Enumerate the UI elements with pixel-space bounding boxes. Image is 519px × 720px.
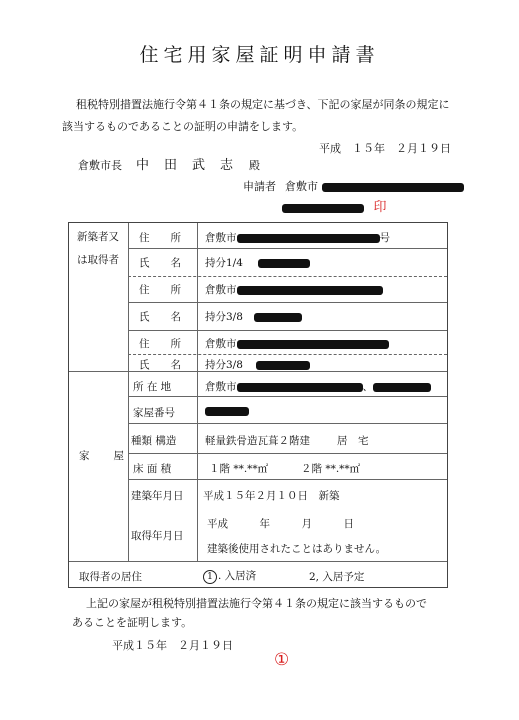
person-1-name (205, 255, 310, 270)
address-label-2: 住 所 (139, 284, 181, 296)
applicant-address-prefix: 倉敷市 (285, 180, 318, 193)
house-label: 家 屋 (79, 450, 125, 462)
floor-2-area: ２階 **.**㎡ (301, 463, 361, 475)
addressee-name: 中 田 武 志 (136, 158, 235, 173)
name-label-3: 氏 名 (139, 359, 181, 371)
house-number-label: 家屋番号 (133, 407, 175, 419)
redacted-address (237, 234, 380, 243)
house-number-value (205, 405, 249, 417)
built-date-label: 建築年月日 (131, 490, 184, 502)
application-table (68, 222, 448, 588)
person-2-share: 持分3/8 (205, 311, 243, 323)
acquired-date-label: 取得年月日 (131, 530, 184, 542)
seal-mark: 印 (373, 200, 387, 215)
acquirer-label-line-2: は取得者 (77, 254, 119, 266)
redacted-address (322, 183, 464, 192)
applicant-name-row (282, 196, 387, 215)
person-2-address: 倉敷市 (205, 282, 383, 297)
person-3-address: 倉敷市 (205, 336, 389, 351)
person-3-name (205, 357, 310, 372)
applicant-label: 申請者 (243, 180, 276, 193)
redacted-house-number (205, 407, 249, 416)
person-1-share: 持分1/4 (205, 257, 243, 269)
certification-line-2: あることを証明します。 (72, 616, 193, 629)
intro-line-1: 租税特別措置法施行令第４１条の規定に基づき、下記の家屋が同条の規定に (76, 98, 450, 111)
redacted-address (237, 340, 389, 349)
acquirer-label-line-1: 新築者又 (77, 231, 119, 243)
residence-label: 取得者の居住 (79, 571, 142, 583)
residence-option-2: 2, 入居予定 (309, 571, 365, 583)
certification-line-1: 上記の家屋が租税特別措置法施行令第４１条の規定に該当するもので (86, 597, 427, 610)
redacted-address (237, 286, 383, 295)
applicant-address (285, 178, 464, 194)
document-title: 住宅用家屋証明申請書 (139, 44, 380, 66)
name-label-1: 氏 名 (139, 257, 181, 269)
redacted-location-2 (373, 383, 431, 392)
address-label-3: 住 所 (139, 338, 181, 350)
location-label: 所 在 地 (133, 381, 172, 393)
person-1-address: 倉敷市 号 (205, 232, 390, 244)
residence-option-1: 1 . 入居済 (203, 568, 256, 584)
name-label-2: 氏 名 (139, 311, 181, 323)
redacted-name (258, 259, 310, 268)
type-structure-value: 軽量鉄骨造瓦葺２階建 (205, 435, 310, 447)
addressee-honorific: 殿 (249, 159, 260, 172)
floor-1-area: １階 **.**㎡ (209, 463, 269, 475)
application-date: 平成 １５年 ２月１９日 (319, 142, 451, 155)
type-use-value: 居 宅 (337, 435, 369, 447)
circled-number: 1 (203, 570, 217, 584)
acquired-note: 建築後使用されたことはありません。 (207, 543, 387, 555)
address-label-1: 住 所 (139, 232, 181, 244)
redacted-name (256, 361, 310, 370)
intro-line-2: 該当するものであることの証明の申請をします。 (62, 120, 304, 133)
redacted-name (254, 313, 302, 322)
redacted-name (282, 204, 364, 213)
type-structure-label: 種類 構造 (131, 435, 177, 447)
footer-circled-mark: ① (274, 650, 290, 670)
addressee-label: 倉敷市長 (78, 159, 122, 172)
floor-area-label: 床 面 積 (133, 463, 172, 475)
person-3-share: 持分3/8 (205, 359, 243, 371)
built-date-value: 平成１５年２月１０日 新築 (203, 490, 340, 502)
person-2-name (205, 309, 302, 324)
location-value: 倉敷市 、 (205, 379, 431, 394)
acquired-date-value: 平成 年 月 日 (207, 518, 354, 530)
redacted-location (237, 383, 363, 392)
certification-date: 平成１５年 ２月１９日 (112, 639, 233, 652)
